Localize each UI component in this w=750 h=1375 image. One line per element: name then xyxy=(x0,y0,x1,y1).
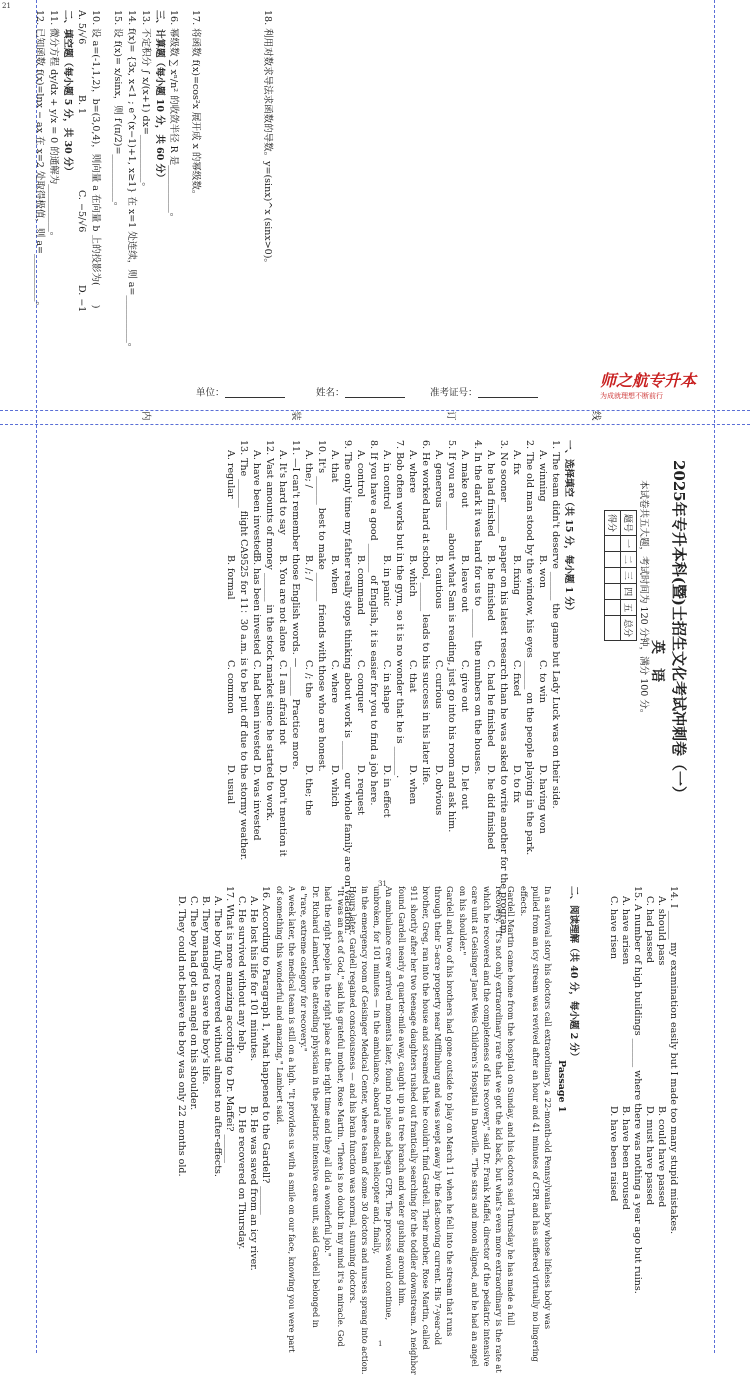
question-option: B. won xyxy=(537,555,548,588)
question-option: B. cautious xyxy=(433,555,444,609)
question-option: D. he did finished xyxy=(485,765,496,850)
question-option: C. conquer xyxy=(355,660,366,713)
option-letter: C. xyxy=(76,190,87,200)
question-option: B. could have passed xyxy=(656,1106,667,1208)
option-text: 1 xyxy=(76,108,87,115)
question-option: D. when xyxy=(407,765,418,805)
table-score-label: 得分 xyxy=(605,511,621,536)
brand-title: 师之航专升本 xyxy=(600,371,697,390)
question-option: D. was invested xyxy=(251,765,262,841)
passage-line: pulled from an icy stream was revived after an hour and 41 minutes of CPR and has suffered virtually no lingering xyxy=(530,886,541,1362)
question-stem: 15. A number of high buildings ______ where there was nothing a year ago but ruins. xyxy=(632,886,643,1294)
q-text: 幂级数 ∑ xⁿ/n² 的收敛半径 R 是__________。 xyxy=(168,28,179,223)
question-option: C. He survived without any help. xyxy=(236,896,247,1054)
question-stem: 17. What is more amazing according to Dr. Maffei? ______ xyxy=(224,886,235,1163)
passage-line: Gardell Martin came home from the hospital on Sunday, and his doctors said Thursday he has made a full xyxy=(506,886,517,1326)
option-letter: D. xyxy=(76,285,87,296)
question-option: D. request xyxy=(355,765,366,815)
question-option: C. common xyxy=(225,660,236,714)
binding-line-top xyxy=(0,410,750,411)
question-option: C. where xyxy=(329,660,340,704)
math-q16 xyxy=(169,10,179,222)
math-q10 xyxy=(91,10,101,308)
page-marker-bottom: 1 xyxy=(378,1340,383,1348)
question-stem: 13. The ______ flight CA9525 for 11：30 a.m. is to be put off due to the stormy weather. xyxy=(238,440,249,861)
binding-line-bottom xyxy=(0,424,750,425)
question-option: C. in shape xyxy=(381,660,392,714)
passage-line: which he recovered and the completeness of his recovery," said Dr. Frank Maffei, director of the pediatric intensive xyxy=(482,886,492,1367)
passage-line: In a survival story his doctors call extraordinary, a 22-month-old Pennsylvania boy whose lifeless body was xyxy=(543,886,553,1330)
question-stem: 16. According to Paragraph 1, what happened to the Gardell? ______ xyxy=(260,886,271,1215)
table-head-cell: 三 xyxy=(621,568,637,584)
passage-line: through their 5-acre property near Mifflinburg and was swept away by the fast-moving current. His 7-year-old xyxy=(433,886,444,1346)
passage-line: in the emergency room of Geisinger Medical Center, where a team of some 30 doctors and nurses sprang into action. xyxy=(360,886,370,1375)
q-number: 16. xyxy=(168,10,179,26)
question-option: C. to win xyxy=(537,660,548,703)
table-row xyxy=(605,511,621,641)
question-stem: 9. The only time my father really stops thinking about work is ______ our whole family are on vacation. xyxy=(342,440,353,934)
name-underline xyxy=(345,388,405,398)
table-head-cell: 二 xyxy=(621,552,637,568)
question-stem: 12. Vast amounts of money ______ in the stock market since he started to work. xyxy=(264,440,275,822)
question-option: A. the; / xyxy=(303,450,314,488)
math-q17 xyxy=(191,10,201,199)
question-option: A. control xyxy=(355,450,366,498)
passage-line: a "rare, extreme category for recovery." xyxy=(299,886,309,1052)
passage-line: found Gardell nearly a quarter-mile away, caught up in a tree branch and water gushing around him. xyxy=(396,886,407,1307)
passage-line: 911 shortly after her two teenage daughters rushed out frantically searching for the toddler downstream. A neighbor xyxy=(408,886,419,1375)
question-option: D. in effect xyxy=(381,765,392,818)
question-option: C. had passed xyxy=(644,896,655,964)
question-stem: 2. The old man stood by the window, his eyes ______ on the people playing in the park. xyxy=(524,440,535,856)
math-q12 xyxy=(35,10,45,311)
question-option: A. have arisen xyxy=(620,896,631,965)
math-section-2-heading: 二、填空题（每小题 5 分，共 30 分） xyxy=(62,10,73,177)
exam-subject: 英 语 xyxy=(649,640,665,682)
section-2-heading: 二、阅读理解（共 40 分，每小题 2 分） xyxy=(568,886,579,1062)
question-option: A. He lost his life for 101 minutes. xyxy=(248,896,259,1062)
question-option: B. You are not alone xyxy=(277,555,288,653)
question-option: D. He recovered on Thursday. xyxy=(236,1106,247,1250)
question-option: B. in panic xyxy=(381,555,392,607)
question-option: B. have been aroused xyxy=(620,1106,631,1210)
q-text: 将函数 f(x)=cos²x 展开成 x 的幂级数。 xyxy=(190,28,201,200)
passage-line: brother, Greg, ran into the house and screamed that he couldn't find Gardell. Their mother, Rose Martin, called xyxy=(421,886,431,1350)
q-text: f(x)= {3x, x<1 ; e^(x−1)+1, x≥1} 在 x=1 处连续，则 a=__________。 xyxy=(126,28,137,353)
question-option: A. have been invested xyxy=(251,450,262,556)
ticket-underline xyxy=(478,388,538,398)
question-option: D. usual xyxy=(225,765,236,805)
math-q10-option-b xyxy=(77,95,87,114)
table-head-cell: 题号 xyxy=(621,511,637,536)
question-option: B. which xyxy=(407,555,418,597)
question-stem: 5. If you are ______ about what Sam is reading, just go into his room and ask him. xyxy=(446,440,457,833)
passage-line: of something this wonderful and amazing," Lambert said. xyxy=(274,886,285,1125)
q-number: 11. xyxy=(48,10,59,26)
passage-line: on his shoulder." xyxy=(457,886,468,956)
question-stem: 14. I ______ my examination easily but I made too many stupid mistakes. xyxy=(668,886,679,1234)
question-option: B. when xyxy=(329,555,340,595)
question-option: A. winning xyxy=(537,450,548,502)
question-option: C. /; the xyxy=(303,660,314,698)
math-q10-option-a xyxy=(77,10,87,44)
question-option: A. regular xyxy=(225,450,236,499)
q-number: 18. xyxy=(262,10,273,26)
math-q14 xyxy=(127,10,137,352)
math-section-3-heading: 三、计算题（每小题 10 分，共 60 分） xyxy=(154,10,165,183)
question-option: C. The boy had got an angel on his shoulder. xyxy=(188,896,199,1111)
math-q10-option-d xyxy=(77,285,87,312)
question-option: C. give out xyxy=(459,660,470,712)
passage-line: care unit at Geisinger Janet Weis Children's Hospital in Danville. "The stars and moon aligned, and he had an angel xyxy=(469,886,480,1367)
question-option: B. leave out xyxy=(459,555,470,613)
name-label: 姓名： xyxy=(316,387,345,399)
table-head-cell: 五 xyxy=(621,600,637,616)
question-option: A. It's hard to say xyxy=(277,450,288,535)
question-option: D. which xyxy=(329,765,340,808)
passage-line: Gardell and two of his brothers had gone outside to play on March 11 when he fell into the stream that runs xyxy=(445,886,456,1337)
q-text: 已知函数 f(x)=lnx − ax 在 x=2 处取得极值，则 a=__________。 xyxy=(34,28,45,312)
q-text: 设 f(x)= x/sinx，则 f′(π/2)=__________。 xyxy=(112,28,123,212)
binding-mark-inner: 内 xyxy=(140,411,151,421)
q-number: 10. xyxy=(90,10,101,26)
option-text: −1 xyxy=(76,298,87,313)
page-marker-top: 21 xyxy=(2,2,11,10)
passage-line: recovery. "It's not only extraordinary rare that we got the kid back, but what's even more extraordinary is the rate at xyxy=(494,886,505,1373)
question-option: A. in control xyxy=(381,450,392,510)
question-option: A. generous xyxy=(433,450,444,508)
question-option: B. he finished xyxy=(485,555,496,621)
question-option: B. command xyxy=(355,555,366,615)
brand-slogan: 为成就理想不断前行 xyxy=(600,392,663,400)
option-letter: B. xyxy=(76,95,87,106)
ticket-label: 准考证号： xyxy=(430,387,478,399)
passage-line: had the right people in the right place at the right time and they all did a wonderful job." xyxy=(323,886,334,1257)
question-option: A. he had finished xyxy=(485,450,496,537)
question-stem: 7. Bob often works but in the gym, so it is no wonder that he is ______. xyxy=(394,440,405,779)
unit-label: 单位： xyxy=(196,387,225,399)
question-option: D. obvious xyxy=(433,765,444,816)
score-cell[interactable] xyxy=(605,552,621,568)
question-option: A. The boy fully recovered without almost no after-effects. xyxy=(212,896,223,1177)
name-field[interactable] xyxy=(316,388,405,398)
math-q10-option-c xyxy=(77,190,87,232)
binding-mark-order: 订 xyxy=(445,411,456,421)
math-q15 xyxy=(113,10,123,211)
exam-note: 本试卷共五大题，考试时间为 120 分钟，满分 100 分。 xyxy=(638,480,649,719)
table-row xyxy=(621,511,637,641)
question-stem: 6. He worked hard at school, ______ leads to his success in his later life. xyxy=(420,440,431,786)
table-head-cell: 四 xyxy=(621,584,637,600)
binding-mark-line: 线 xyxy=(590,411,601,421)
question-option: B. He was saved from an icy river. xyxy=(248,1106,259,1271)
option-letter: A. xyxy=(76,10,87,20)
math-q11 xyxy=(49,10,59,241)
question-option: D. to fix xyxy=(511,765,522,803)
passage-line: Dr. Richard Lambert, the attending physician in the pediatric intensive care unit, said Gardell belonged in xyxy=(311,886,322,1328)
question-option: B. fixing xyxy=(511,555,522,595)
option-text: −5/√6 xyxy=(76,202,87,233)
question-option: C. had been invested xyxy=(251,660,262,761)
question-stem: 1. The team didn't deserve ______ the game but Lady Luck was on their side. xyxy=(550,440,561,809)
question-option: D. the; the xyxy=(303,765,314,816)
q-number: 17. xyxy=(190,10,201,26)
page-marker-mid: 31 xyxy=(378,880,387,888)
question-option: C. that xyxy=(407,660,418,693)
question-option: A. where xyxy=(407,450,418,493)
question-option: C. had he finished xyxy=(485,660,496,747)
table-head-cell: 总分 xyxy=(621,616,637,641)
score-table xyxy=(604,510,637,641)
score-cell[interactable] xyxy=(605,616,621,641)
question-stem: 4. In the dark it was hard for us to ______ the numbers on the houses. xyxy=(472,440,483,775)
question-stem: 10. It's ______ best to make ______ friends with those who are honest. xyxy=(316,440,327,772)
question-option: C. curious xyxy=(433,660,444,709)
q-number: 14. xyxy=(126,10,137,26)
question-stem: 11. —I can't remember those English words. —______ Practice more. xyxy=(290,440,301,770)
ticket-field[interactable] xyxy=(430,388,538,398)
question-option: D. having won xyxy=(537,765,548,834)
passage-line: Hours later, Gardell regained consciousness — and his brain function was normal, stunning doctors. xyxy=(347,886,358,1304)
exam-title: 2025年专升本科(暨)士招生文化考试冲刺卷（一） xyxy=(670,460,688,801)
brand-block xyxy=(600,368,720,408)
score-cell[interactable] xyxy=(605,584,621,600)
question-option: B. /; / xyxy=(303,555,314,581)
score-cell[interactable] xyxy=(605,568,621,584)
question-option: C. fixed xyxy=(511,660,522,697)
score-table-grid xyxy=(604,510,637,641)
question-option: B. has been invested xyxy=(251,555,262,655)
passage-line: effects. xyxy=(518,886,529,917)
table-head-cell: 一 xyxy=(621,536,637,552)
question-option: A. should pass xyxy=(656,896,667,966)
question-option: A. make out xyxy=(459,450,470,508)
math-q13 xyxy=(141,10,151,192)
score-cell[interactable] xyxy=(605,600,621,616)
question-option: D. Don't mention it xyxy=(277,765,288,857)
q-text: 利用对数求导法求函数的导数。y=(sinx)^x (sinx>0)。 xyxy=(262,28,273,268)
question-stem: 8. If you have a good ______ of English, it is easier for you to find a job here. xyxy=(368,440,379,806)
score-cell[interactable] xyxy=(605,536,621,552)
q-number: 13. xyxy=(140,10,151,26)
question-option: D. They could not believe the boy was only 22 months old. xyxy=(176,896,187,1177)
section-1-heading: 一、选择填空（共 15 分，每小题 1 分） xyxy=(563,440,574,616)
unit-underline xyxy=(225,388,285,398)
passage-line: A week later, the medical team is still on a high. "It provides us with a smile on our face, knowing you were part xyxy=(286,886,297,1353)
question-option: D. let out xyxy=(459,765,470,810)
passage-line: An ambulance crew arrived moments later, found no pulse and began CPR. The process would continue, xyxy=(384,886,395,1321)
q-text: 设 a=(-1,1,2)，b=(3,0,4)，则向量 a 在向量 b 上的投影为( ) xyxy=(90,28,101,309)
question-option: D. have been raised xyxy=(608,1106,619,1202)
q-text: 微分方程 dy/dx + y/x = 0 的通解为__________。 xyxy=(48,28,59,242)
passage-line: unbroken, for 101 minutes — in the ambulance, aboard a medical helicopter and, finally, xyxy=(372,886,383,1255)
q-text: 不定积分 ∫ x/(x+1) dx=__________。 xyxy=(140,28,151,192)
question-option: A. that xyxy=(329,450,340,483)
q-number: 15. xyxy=(112,10,123,26)
question-option: B. formal xyxy=(225,555,236,600)
binding-mark-bind: 装 xyxy=(290,411,301,421)
question-option: D. must have passed xyxy=(644,1106,655,1206)
question-stem: 3. No sooner ______ a paper on his latest research than he was asked to write another for the program. xyxy=(498,440,509,937)
margin-line-right xyxy=(714,0,715,1353)
q-number: 12. xyxy=(34,10,45,26)
question-option: C. I am afraid not xyxy=(277,660,288,745)
question-option: B. They managed to save the boy's life. xyxy=(200,896,211,1085)
question-option: A. fix xyxy=(511,450,522,475)
option-text: 5/√6 xyxy=(76,22,87,45)
passage-title: Passage 1 xyxy=(556,1060,567,1113)
passage-line: "It was an act of God," said his grateful mother, Rose Martin. "There is no doubt in my mind it's a miracle. God xyxy=(335,886,346,1347)
unit-field[interactable] xyxy=(196,388,285,398)
question-option: C. have risen xyxy=(608,896,619,959)
math-q18 xyxy=(263,10,273,268)
